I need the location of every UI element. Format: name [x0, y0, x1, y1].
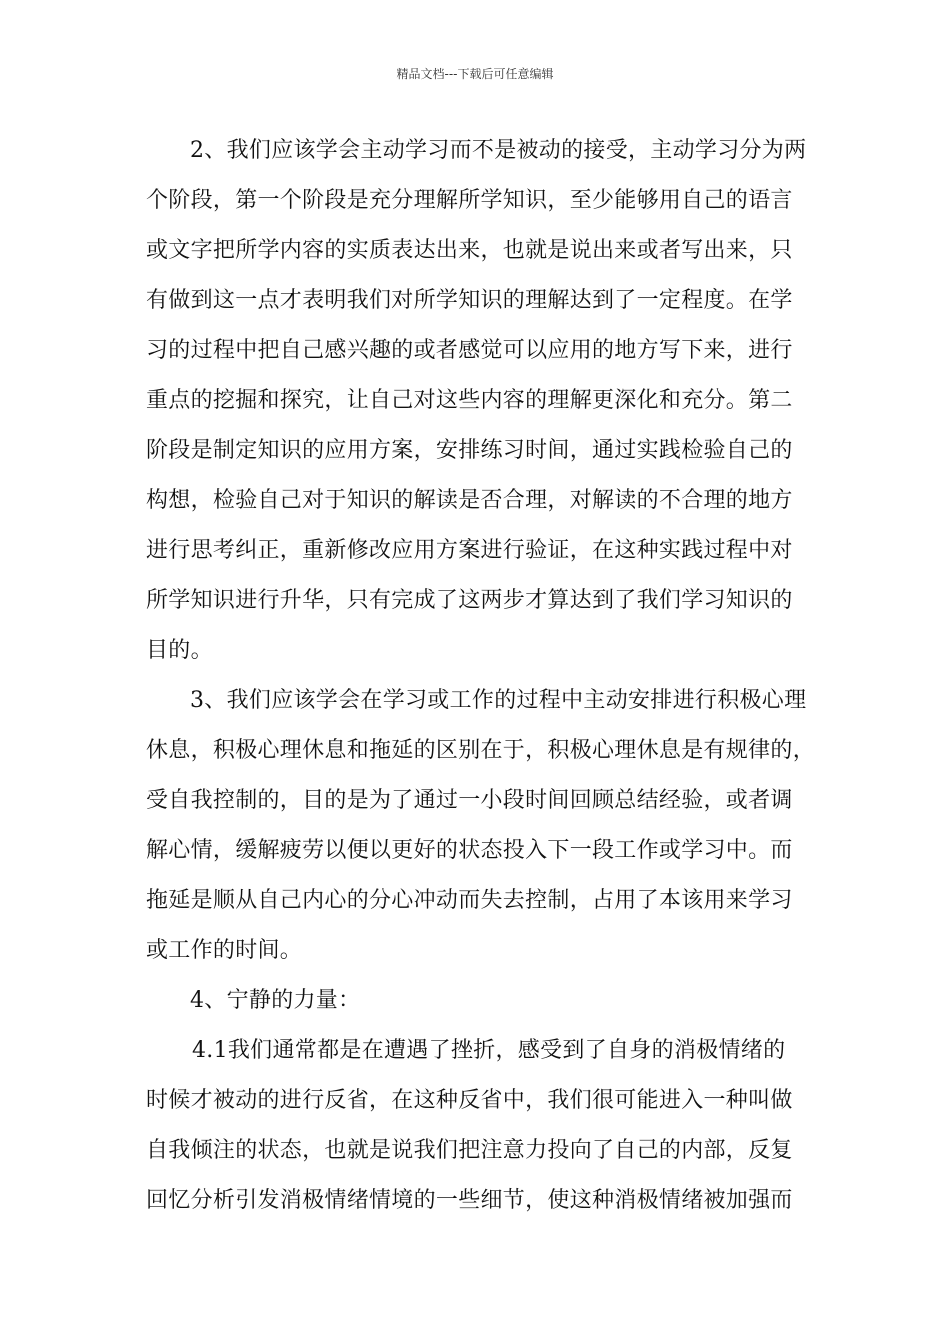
paragraph-4-1-line-2: 时候才被动的进行反省，在这种反省中，我们很可能进入一种叫做	[146, 1088, 793, 1113]
paragraph-2-line-6: 重点的挖掘和探究，让自己对这些内容的理解更深化和充分。第二	[146, 388, 793, 413]
paragraph-3-line-6: 或工作的时间。	[146, 938, 303, 963]
page-header: 精品文档---下载后可任意编辑	[396, 67, 554, 81]
paragraph-4-1-line-3: 自我倾注的状态，也就是说我们把注意力投向了自己的内部，反复	[146, 1138, 793, 1163]
section-4-heading: 4、宁静的力量：	[190, 988, 361, 1013]
paragraph-3-line-2: 休息，积极心理休息和拖延的区别在于，积极心理休息是有规律的，	[146, 738, 816, 763]
paragraph-2-line-8: 构想，检验自己对于知识的解读是否合理，对解读的不合理的地方	[146, 488, 793, 513]
paragraph-4-1-line-4: 回忆分析引发消极情绪情境的一些细节，使这种消极情绪被加强而	[146, 1188, 793, 1213]
paragraph-2-line-10: 所学知识进行升华，只有完成了这两步才算达到了我们学习知识的	[146, 588, 793, 613]
paragraph-2-line-3: 或文字把所学内容的实质表达出来，也就是说出来或者写出来，只	[146, 238, 793, 263]
paragraph-2-line-2: 个阶段，第一个阶段是充分理解所学知识，至少能够用自己的语言	[146, 188, 793, 213]
paragraph-2-line-11: 目的。	[146, 638, 213, 663]
paragraph-3-line-4: 解心情，缓解疲劳以便以更好的状态投入下一段工作或学习中。而	[146, 838, 793, 863]
paragraph-2-line-5: 习的过程中把自己感兴趣的或者感觉可以应用的地方写下来，进行	[146, 338, 793, 363]
paragraph-2-line-4: 有做到这一点才表明我们对所学知识的理解达到了一定程度。在学	[146, 288, 793, 313]
paragraph-4-1-line-1: 4.1我们通常都是在遭遇了挫折，感受到了自身的消极情绪的	[192, 1038, 786, 1063]
paragraph-3-line-3: 受自我控制的，目的是为了通过一小段时间回顾总结经验，或者调	[146, 788, 793, 813]
paragraph-3-line-5: 拖延是顺从自己内心的分心冲动而失去控制，占用了本该用来学习	[146, 888, 793, 913]
paragraph-3-line-1: 3、我们应该学会在学习或工作的过程中主动安排进行积极心理	[190, 688, 807, 713]
paragraph-2-line-7: 阶段是制定知识的应用方案，安排练习时间，通过实践检验自己的	[146, 438, 793, 463]
paragraph-2-line-9: 进行思考纠正，重新修改应用方案进行验证，在这种实践过程中对	[146, 538, 793, 563]
paragraph-2-line-1: 2、我们应该学会主动学习而不是被动的接受，主动学习分为两	[190, 138, 807, 163]
